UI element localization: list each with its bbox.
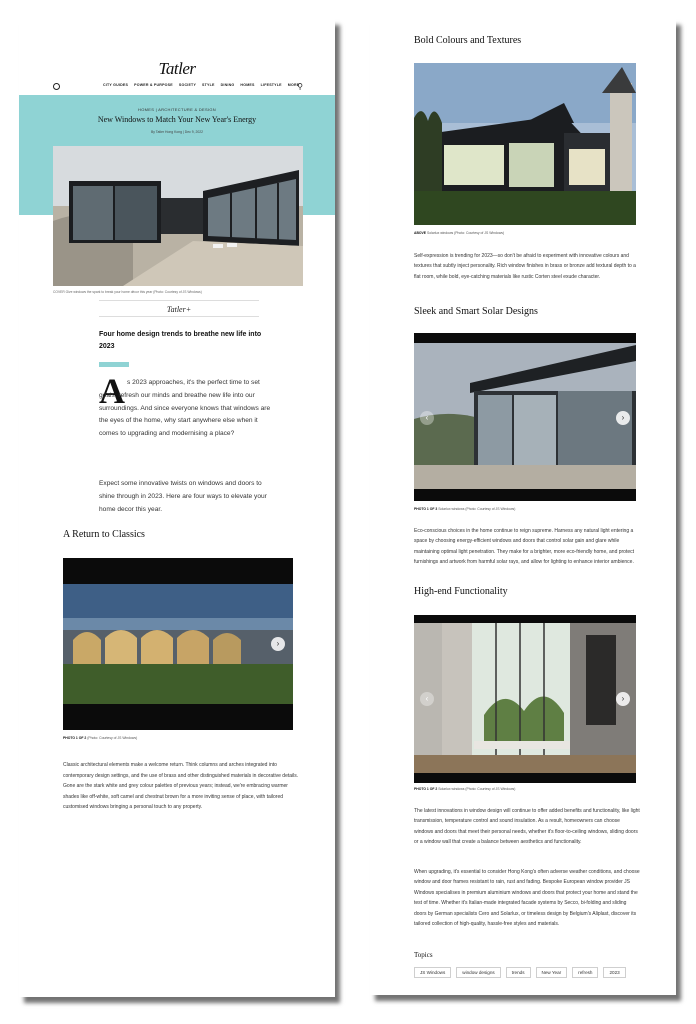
tatler-plus-badge[interactable]: Tatler+ bbox=[99, 300, 259, 317]
nav-item-more[interactable]: MORE bbox=[287, 83, 300, 87]
nav-links bbox=[103, 83, 299, 87]
gallery-credit: (Photo: Courtesy of JS Windows) bbox=[87, 736, 138, 740]
hero-caption: COVER Give windows the spark to break your home décor this year (Photo: Courtesy of JS Windows) bbox=[53, 290, 202, 294]
hero-house-illustration bbox=[53, 146, 303, 286]
article-kicker[interactable]: HOMES | ARCHITECTURE & DESIGN bbox=[138, 107, 216, 112]
intro-paragraph bbox=[99, 377, 277, 441]
article-lede: Four home design trends to breathe new life into 2023 bbox=[99, 331, 262, 350]
topic-tags bbox=[414, 967, 626, 978]
caption-bold-colours bbox=[414, 231, 504, 235]
classics-arches-photo bbox=[63, 558, 293, 730]
article-title: New Windows to Match Your New Year's Energy bbox=[97, 115, 257, 124]
section-body-solar: Eco-conscious choices in the home continue to reign supreme. Harness any natural light entering a space by choosing energy-efficient windows and doors that control solar gain and glare while maintaining optimal light penetration. They make for a brighter, more eco-friendly home, and protect furnishings and artwork from harmful solar rays, and allow for lighting to enhance interior ambience. bbox=[414, 528, 635, 566]
caption-credit: Solarlux windows (Photo: Courtesy of JS Windows) bbox=[427, 231, 505, 235]
gallery-classics[interactable] bbox=[63, 558, 293, 730]
article-byline: By Tatler Hong Kong | Dec 9, 2022 bbox=[150, 130, 204, 134]
interior-glass-wall-photo bbox=[414, 615, 636, 783]
search-icon[interactable]: ⚲ bbox=[297, 82, 303, 91]
hero-image bbox=[53, 146, 303, 286]
gallery-caption-functionality bbox=[414, 787, 515, 791]
section-body-functionality: The latest innovations in window design will continue to offer added benefits and functionality, like light transmission, temperature control and sound insulation. As a result, homeowners can choose windows and doors that meet their personal needs, whether it's floor-to-ceiling windows, sliding doors or a window wall that create a balance between aesthetics and functionality. bbox=[414, 808, 640, 846]
gallery-next-button[interactable]: › bbox=[616, 411, 630, 425]
section-heading-functionality: High-end Functionality bbox=[414, 586, 508, 597]
intro-paragraph-2: Expect some innovative twists on windows and doors to shine through in 2023. Here are four ways to elevate your home decor this year. bbox=[99, 480, 267, 513]
topics-heading: Topics bbox=[414, 951, 433, 959]
nav-item-society[interactable]: SOCIETY bbox=[178, 83, 197, 87]
main-navigation bbox=[19, 81, 335, 93]
nav-item-power-purpose[interactable]: POWER & PURPOSE bbox=[134, 83, 173, 87]
solar-glass-house-photo bbox=[414, 333, 636, 501]
gallery-counter: PHOTO 1 OF 3 bbox=[414, 507, 438, 511]
tag-js-windows[interactable]: JS Windows bbox=[414, 967, 451, 978]
tag-window-designs[interactable]: window designs bbox=[456, 967, 500, 978]
gallery-caption-classics bbox=[63, 736, 137, 740]
section-heading-solar: Sleek and Smart Solar Designs bbox=[414, 306, 538, 317]
section-heading-classics: A Return to Classics bbox=[63, 529, 145, 540]
nav-item-dining[interactable]: DINING bbox=[220, 83, 235, 87]
gallery-counter: PHOTO 1 OF 2 bbox=[63, 736, 87, 740]
accent-rule bbox=[99, 362, 129, 367]
bold-colours-image bbox=[414, 63, 636, 225]
gallery-counter: PHOTO 1 OF 2 bbox=[414, 787, 438, 791]
section-body-classics: Classic architectural elements make a welcome return. Think columns and arches integrated into contemporary design settings, and the use of brass and other distinguished materials in decorative details. Gone are the stark white and grey colour palettes of previous years; instead, we're embracing warmer shades like off-white, soft camel and chestnut brown for a more inviting sense of place, with tailored customised windows bringing a personal touch to any property. bbox=[63, 762, 299, 811]
dark-house-photo bbox=[414, 63, 636, 225]
gallery-next-button[interactable]: › bbox=[616, 692, 630, 706]
gallery-next-button[interactable]: › bbox=[271, 637, 285, 651]
gallery-credit: Solarlux windows (Photo: Courtesy of JS Windows) bbox=[438, 507, 516, 511]
nav-item-homes[interactable]: HOMES bbox=[240, 83, 255, 87]
section-body-functionality-2: When upgrading, it's essential to consider Hong Kong's often adverse weather conditions, and choose window and door frames resistant to rain, rust and fading. Bespoke European window provider JS Windows specialises in premium aluminium windows and doors that protect your home and stand the test of time. Whether it's Italian-made integrated facade systems by Secco, bi-folding and sliding doors by German specialists Cero and Solarlux, or timeless design by Belgium's Aliplast, discover its tailored collection of high-quality, hassle-free styles and materials. bbox=[414, 869, 640, 928]
gallery-functionality[interactable] bbox=[414, 615, 636, 783]
nav-item-lifestyle[interactable]: LIFESTYLE bbox=[260, 83, 282, 87]
article-page-left bbox=[19, 19, 335, 997]
caption-label: ABOVE bbox=[414, 231, 427, 235]
globe-icon[interactable] bbox=[53, 83, 60, 90]
gallery-prev-button[interactable]: ‹ bbox=[420, 692, 434, 706]
section-heading-bold-colours: Bold Colours and Textures bbox=[414, 35, 522, 46]
tag-new-year[interactable]: New Year bbox=[536, 967, 568, 978]
section-body-bold-colours: Self-expression is trending for 2023—so don't be afraid to experiment with innovative colours and textures that subtly inject personality. Rich window finishes in brass or bronze add textural depth to a flat room, while bold, eye-catching materials like rustic Corten steel exude character. bbox=[414, 253, 636, 280]
gallery-solar[interactable] bbox=[414, 333, 636, 501]
site-logo[interactable]: Tatler bbox=[158, 59, 196, 78]
gallery-credit: Solarlux windows (Photo: Courtesy of JS Windows) bbox=[438, 787, 516, 791]
gallery-caption-solar bbox=[414, 507, 515, 511]
nav-item-style[interactable]: STYLE bbox=[202, 83, 215, 87]
tag-refresh[interactable]: refresh bbox=[572, 967, 598, 978]
article-page-right bbox=[370, 19, 676, 995]
tag-2023[interactable]: 2023 bbox=[603, 967, 625, 978]
gallery-prev-button[interactable]: ‹ bbox=[420, 411, 434, 425]
drop-cap: A bbox=[99, 371, 125, 411]
torn-edge bbox=[19, 991, 335, 997]
nav-item-city-guides[interactable]: CITY GUIDES bbox=[103, 83, 129, 87]
intro-paragraph-text: s 2023 approaches, it's the perfect time to set goals, refresh our minds and breathe new life into our surroundings. And since everyone knows that windows are the eyes of the home, why start anywhere else when it comes to upgrading and modernising a place? bbox=[99, 379, 271, 438]
tag-trends[interactable]: trends bbox=[506, 967, 531, 978]
torn-edge bbox=[370, 989, 676, 995]
